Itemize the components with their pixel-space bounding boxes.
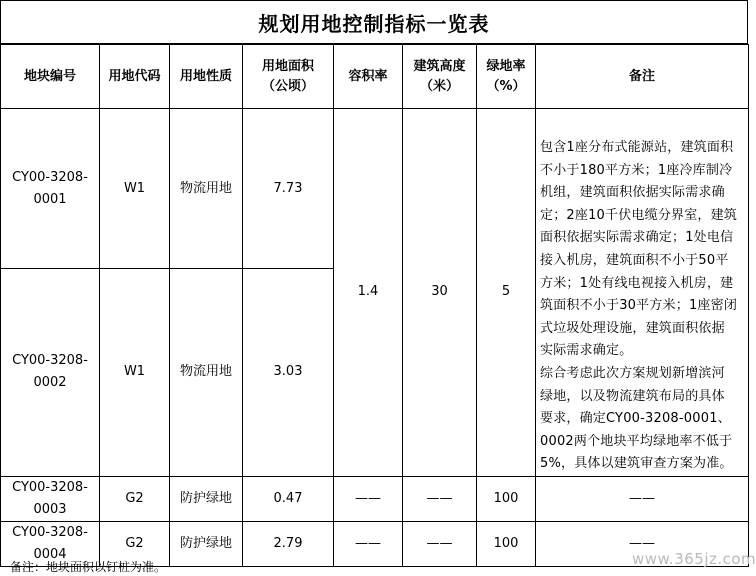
- plot-id-prefix: CY00-3208-: [12, 479, 88, 495]
- remark-line: 要求，确定CY00-3208-0001、: [540, 411, 731, 427]
- far-cell: ——: [334, 476, 403, 521]
- remark-line: 0002两个地块平均绿地率不低于: [540, 433, 733, 449]
- header-height-unit: （米）: [419, 78, 459, 94]
- table-row: [1, 476, 749, 521]
- remarks-cell: ——: [536, 521, 749, 566]
- header-far: 容积率: [334, 45, 403, 109]
- land-control-table: [0, 44, 749, 567]
- land-code-cell: G2: [100, 476, 170, 521]
- plot-id-prefix: CY00-3208-: [12, 353, 88, 369]
- header-height-label: 建筑高度: [413, 58, 466, 74]
- land-code-cell: W1: [100, 109, 170, 269]
- remark-line: 筑面积不小于30平方米；1座密闭: [540, 298, 738, 314]
- land-type-cell: 防护绿地: [170, 476, 243, 521]
- remark-line: 式垃圾处理设施，建筑面积依据: [540, 320, 725, 336]
- header-green-ratio: [477, 45, 536, 109]
- green-ratio-cell: 100: [477, 521, 536, 566]
- header-land-code: 用地代码: [100, 45, 170, 109]
- table-title: 规划用地控制指标一览表: [0, 0, 748, 44]
- remark-line: 绿地，以及物流建筑布局的具体: [540, 388, 725, 404]
- watermark: www.365jz.com: [632, 550, 756, 568]
- remark-line: 面积依据实际需求确定；1处电信: [540, 230, 734, 246]
- plot-id-prefix: CY00-3208-: [12, 524, 88, 540]
- green-ratio-cell-merged: 5: [477, 109, 536, 477]
- area-cell: 2.79: [243, 521, 334, 566]
- plot-id-suffix: 0001: [33, 191, 67, 207]
- plot-id-cell: [1, 109, 100, 269]
- remark-line: 实际需求确定。: [540, 343, 633, 359]
- header-area-unit: （公顷）: [261, 78, 314, 94]
- plot-id-suffix: 0004: [33, 546, 67, 562]
- land-type-cell: 防护绿地: [170, 521, 243, 566]
- plot-id-cell: [1, 269, 100, 477]
- table-row: [1, 109, 749, 269]
- area-cell: 7.73: [243, 109, 334, 269]
- plot-id-prefix: CY00-3208-: [12, 169, 88, 185]
- far-cell-merged: 1.4: [334, 109, 403, 477]
- header-plot-id: 地块编号: [1, 45, 100, 109]
- remarks-cell: ——: [536, 476, 749, 521]
- land-code-cell: W1: [100, 269, 170, 477]
- header-green-label: 绿地率: [486, 58, 526, 74]
- land-type-cell: 物流用地: [170, 269, 243, 477]
- remark-line: 包含1座分布式能源站，建筑面积: [540, 140, 734, 155]
- area-cell: 3.03: [243, 269, 334, 477]
- area-cell: 0.47: [243, 476, 334, 521]
- plot-id-suffix: 0002: [33, 375, 67, 391]
- land-code-cell: G2: [100, 521, 170, 566]
- height-cell: ——: [403, 521, 477, 566]
- header-area: [243, 45, 334, 109]
- plot-id-suffix: 0003: [33, 501, 67, 517]
- remark-line: 方米；1处有线电视接入机房，建: [540, 275, 734, 291]
- green-ratio-cell: 100: [477, 476, 536, 521]
- height-cell: ——: [403, 476, 477, 521]
- remark-line: 5%，具体以建筑审查方案为准。: [540, 456, 733, 472]
- footnote: 备注：地块面积以钉桩为准。: [10, 560, 167, 574]
- land-type-cell: 物流用地: [170, 109, 243, 269]
- plot-id-cell: [1, 476, 100, 521]
- remark-line: 不小于180平方米；1座冷库制冷: [540, 162, 733, 178]
- header-height: [403, 45, 477, 109]
- remark-line: 定；2座10千伏电缆分界室，建筑: [540, 207, 738, 223]
- header-green-unit: （%）: [486, 78, 526, 94]
- header-row: [1, 45, 749, 109]
- header-remarks: 备注: [536, 45, 749, 109]
- header-area-label: 用地面积: [261, 58, 314, 74]
- height-cell-merged: 30: [403, 109, 477, 477]
- far-cell: ——: [334, 521, 403, 566]
- remarks-cell-merged: [536, 109, 749, 477]
- remark-line: 接入机房，建筑面积不小于50平: [540, 252, 729, 268]
- header-land-type: 用地性质: [170, 45, 243, 109]
- remark-line: 综合考虑此次方案规划新增滨河: [540, 365, 725, 381]
- remark-line: 机组，建筑面积依据实际需求确: [540, 185, 725, 201]
